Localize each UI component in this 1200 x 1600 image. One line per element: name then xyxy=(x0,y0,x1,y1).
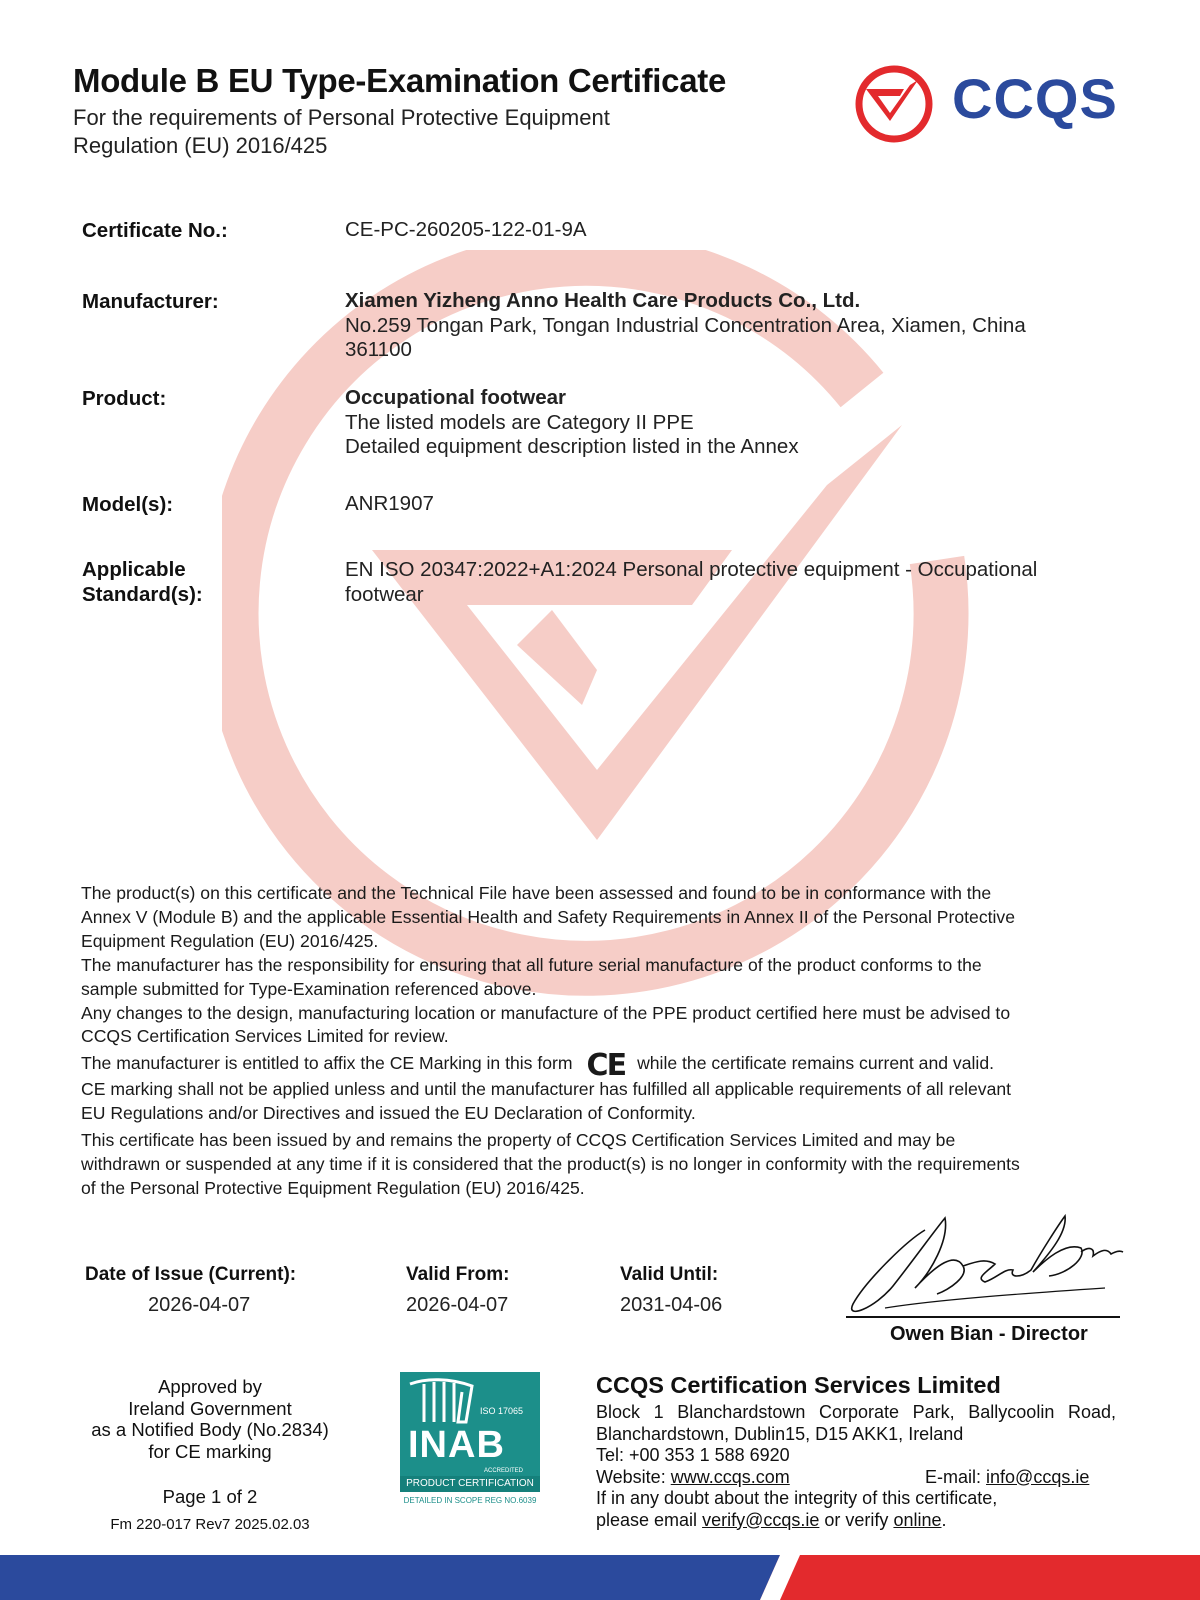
manufacturer-address: 361100 xyxy=(345,338,412,361)
company-address: Block 1 Blanchardstown Corporate Park, Ballycoolin Road, xyxy=(596,1402,1116,1422)
ce-text-before: The manufacturer is entitled to affix the CE Marking in this form xyxy=(81,1053,573,1074)
date-of-issue-label: Date of Issue (Current): xyxy=(85,1264,297,1285)
standards-value-line: footwear xyxy=(345,582,424,606)
statement-line: of the Personal Protective Equipment Regulation (EU) 2016/425. xyxy=(81,1177,585,1198)
email-block xyxy=(925,1467,1089,1489)
company-address: Blanchardstown, Dublin15, D15 AKK1, Ireland xyxy=(596,1423,964,1444)
verify-text: or verify xyxy=(824,1509,889,1530)
notified-body-approval xyxy=(72,1376,348,1462)
manufacturer-value xyxy=(345,289,1105,363)
inab-accreditation-badge xyxy=(400,1372,540,1514)
valid-from-value: 2026-04-07 xyxy=(406,1294,509,1316)
inab-harp-icon xyxy=(406,1378,476,1424)
standards-label-line: Applicable xyxy=(82,558,186,581)
website-label: Website: xyxy=(596,1466,666,1487)
statement-line: The product(s) on this certificate and the Technical File have been assessed and found to be in conformance with the xyxy=(81,883,992,903)
company-web-email xyxy=(596,1467,1116,1489)
inab-badge-panel xyxy=(400,1372,540,1492)
subtitle-line: For the requirements of Personal Protective Equipment xyxy=(73,105,610,130)
approval-line: as a Notified Body (No.2834) xyxy=(91,1419,329,1440)
verify-online-link[interactable]: online xyxy=(893,1509,942,1530)
date-of-issue-value: 2026-04-07 xyxy=(148,1294,251,1316)
company-tel: Tel: +00 353 1 588 6920 xyxy=(596,1445,790,1465)
signatory-name: Owen Bian - Director xyxy=(890,1323,1088,1345)
certificate-no-label: Certificate No.: xyxy=(82,219,228,242)
manufacturer-label: Manufacturer: xyxy=(82,290,219,313)
standards-value-line: EN ISO 20347:2022+A1:2024 Personal protective equipment - Occupational xyxy=(345,558,1038,581)
standards-value xyxy=(345,558,1105,607)
verify-text: . xyxy=(941,1509,947,1530)
email-label: E-mail: xyxy=(925,1466,982,1487)
inab-accredited-text: ACCREDITED xyxy=(484,1468,524,1474)
product-description: Detailed equipment description listed in the Annex xyxy=(345,435,799,458)
ccqs-logo-text: CCQS xyxy=(952,67,1118,130)
certificate-no-value: CE-PC-260205-122-01-9A xyxy=(345,218,587,241)
statement-line-ce xyxy=(81,1048,1131,1084)
approval-line: for CE marking xyxy=(148,1440,272,1462)
website-link[interactable]: www.ccqs.com xyxy=(670,1466,790,1487)
page-number: Page 1 of 2 xyxy=(162,1486,258,1507)
verify-email-link[interactable]: verify@ccqs.ie xyxy=(702,1509,820,1530)
email-link[interactable]: info@ccqs.ie xyxy=(986,1466,1090,1487)
standards-label-line: Standard(s): xyxy=(82,583,203,606)
product-name: Occupational footwear xyxy=(345,386,566,409)
standards-label xyxy=(82,557,203,607)
product-description: The listed models are Category II PPE xyxy=(345,410,694,434)
inab-scope-text: DETAILED IN SCOPE REG NO.6039 xyxy=(403,1496,537,1505)
statement-line: Any changes to the design, manufacturing location or manufacture of the PPE product certified here must be advised to xyxy=(81,1002,1011,1023)
product-label: Product: xyxy=(82,387,167,410)
statement-line: This certificate has been issued by and remains the property of CCQS Certification Services Limited and may be xyxy=(81,1130,956,1151)
inab-wordmark: INAB xyxy=(408,1424,505,1466)
integrity-verify xyxy=(596,1510,1116,1532)
inab-iso-text: ISO 17065 xyxy=(480,1406,524,1416)
approval-line: Approved by xyxy=(158,1376,262,1397)
certificate-subtitle xyxy=(73,104,773,160)
statement-line: withdrawn or suspended at any time if it is considered that the product(s) is no longer in conformity with the requirements xyxy=(81,1153,1020,1174)
company-name: CCQS Certification Services Limited xyxy=(596,1372,1001,1398)
integrity-note: If in any doubt about the integrity of this certificate, xyxy=(596,1488,998,1508)
statement-line: CCQS Certification Services Limited for review. xyxy=(81,1026,449,1047)
company-contact xyxy=(596,1402,1116,1531)
ce-text-after: while the certificate remains current and valid. xyxy=(637,1053,994,1074)
valid-until-value: 2031-04-06 xyxy=(620,1294,723,1316)
approval-line: Ireland Government xyxy=(128,1397,292,1419)
verify-text: please email xyxy=(596,1509,698,1530)
statement-line: CE marking shall not be applied unless and until the manufacturer has fulfilled all applicable requirements of all relevant xyxy=(81,1079,1012,1100)
manufacturer-name: Xiamen Yizheng Anno Health Care Products Co., Ltd. xyxy=(345,289,861,312)
director-signature xyxy=(845,1212,1125,1332)
ce-mark-icon: CE xyxy=(586,1048,626,1084)
statement-line: EU Regulations and/or Directives and issued the EU Declaration of Conformity. xyxy=(81,1103,696,1124)
inab-product-certification: PRODUCT CERTIFICATION xyxy=(400,1476,540,1492)
statement-line: Annex V (Module B) and the applicable Essential Health and Safety Requirements in Annex II of the Personal Protective xyxy=(81,906,1015,927)
footer-stripe xyxy=(0,1555,1200,1600)
subtitle-line: Regulation (EU) 2016/425 xyxy=(73,133,328,158)
form-reference: Fm 220-017 Rev7 2025.02.03 xyxy=(110,1516,310,1533)
manufacturer-address: No.259 Tongan Park, Tongan Industrial Concentration Area, Xiamen, China xyxy=(345,313,1026,337)
valid-from-label: Valid From: xyxy=(406,1264,510,1285)
valid-until-label: Valid Until: xyxy=(620,1264,719,1285)
statement-line: Equipment Regulation (EU) 2016/425. xyxy=(81,930,379,951)
conformity-statement xyxy=(81,882,1131,1201)
statement-line: sample submitted for Type-Examination referenced above. xyxy=(81,978,537,999)
statement-line: The manufacturer has the responsibility for ensuring that all future serial manufacture of the product conforms to the xyxy=(81,954,982,975)
product-value xyxy=(345,386,1105,460)
certificate-title: Module B EU Type-Examination Certificate xyxy=(73,62,726,99)
models-label: Model(s): xyxy=(82,493,174,516)
signature-line xyxy=(846,1316,1120,1318)
models-value: ANR1907 xyxy=(345,492,434,515)
